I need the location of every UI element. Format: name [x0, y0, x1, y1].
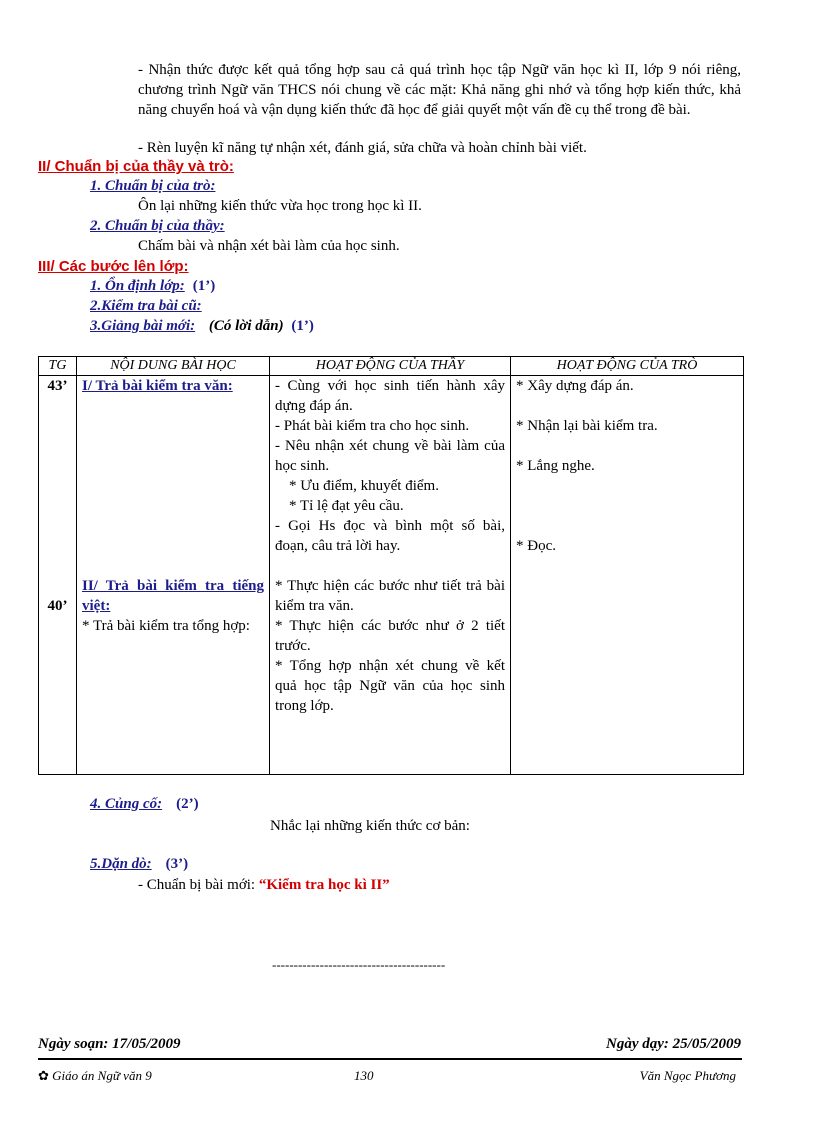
teacher-prep-label-text: 2. Chuẩn bị của thầy: — [90, 218, 225, 234]
student-item: * Xây dựng đáp án. — [516, 378, 634, 394]
section-4-time: (2’) — [176, 796, 199, 812]
student-item: * Nhận lại bài kiểm tra. — [516, 418, 658, 434]
content-title-row2: II/ Trả bài kiểm tra tiếng việt: — [82, 578, 264, 614]
step-1-time: (1’) — [192, 278, 216, 294]
step-2 — [90, 298, 202, 315]
section-heading-preparation: II/ Chuẩn bị của thầy và trò: — [38, 158, 234, 175]
content-cell — [77, 376, 270, 775]
student-prep-text: Ôn lại những kiến thức vừa học trong học kì II. — [138, 198, 422, 214]
teacher-item: - Cùng với học sinh tiến hành xây dựng đáp án. — [275, 378, 505, 414]
student-item: * Đọc. — [516, 538, 556, 554]
teacher-item: - Nêu nhận xét chung về bài làm của học sinh. — [275, 438, 505, 474]
footer-book — [38, 1068, 152, 1084]
teacher-item: * Tỉ lệ đạt yêu cầu. — [289, 498, 404, 514]
section-5-highlight: “Kiểm tra học kì II” — [258, 877, 390, 893]
tg-value-row2: 40’ — [47, 598, 68, 614]
teacher-item: - Phát bài kiểm tra cho học sinh. — [275, 418, 470, 434]
section-5-text — [138, 877, 390, 894]
section-4-label: 4. Củng cố: — [90, 796, 163, 812]
table-row — [39, 376, 744, 775]
footer-author: Văn Ngọc Phương — [639, 1068, 736, 1083]
header-content: NỘI DUNG BÀI HỌC — [77, 357, 270, 376]
student-cell — [511, 376, 744, 775]
footer-divider — [38, 1058, 742, 1060]
step-3-label: 3.Giảng bài mới: — [90, 318, 196, 334]
section-5-prefix: - Chuẩn bị bài mới: — [138, 877, 259, 893]
teacher-item: * Ưu điểm, khuyết điểm. — [289, 478, 439, 494]
student-prep-label — [90, 178, 215, 195]
student-prep-label-text: 1. Chuẩn bị của trò: — [90, 178, 216, 194]
content-text-row2: * Trả bài kiểm tra tổng hợp: — [82, 618, 250, 634]
teach-date: Ngày dạy: 25/05/2009 — [606, 1036, 741, 1052]
prep-date: Ngày soạn: 17/05/2009 — [38, 1036, 181, 1052]
step-3-time: (1’) — [291, 318, 314, 334]
table-header-row — [39, 357, 744, 376]
objective-paragraph-2: - Rèn luyện kĩ năng tự nhận xét, đánh giá, sửa chữa và hoàn chỉnh bài viết. — [138, 140, 587, 156]
teacher-cell — [270, 376, 511, 775]
step-3-note: (Có lời dẫn) — [208, 318, 284, 334]
footer-book-title: Giáo án Ngữ văn 9 — [52, 1068, 152, 1083]
lesson-table — [38, 356, 744, 775]
header-tg: TG — [39, 357, 77, 376]
section-5-time: (3’) — [165, 856, 189, 872]
teacher-item: * Tổng hợp nhận xét chung về kết quả học tập Ngữ văn của học sinh trong lớp. — [275, 658, 505, 714]
section-4-text: Nhắc lại những kiến thức cơ bản: — [270, 818, 470, 834]
section-4 — [90, 796, 199, 813]
section-5 — [90, 856, 188, 873]
teacher-prep-label — [90, 218, 225, 235]
student-item: * Lắng nghe. — [516, 458, 595, 474]
teacher-item: * Thực hiện các bước như tiết trả bài kiểm tra văn. — [275, 578, 505, 614]
teacher-item: * Thực hiện các bước như ở 2 tiết trước. — [275, 618, 505, 654]
section-heading-steps: III/ Các bước lên lớp: — [38, 258, 189, 275]
step-3 — [90, 318, 314, 335]
header-teacher-activity: HOẠT ĐỘNG CỦA THẦY — [270, 357, 511, 376]
teacher-item: - Gọi Hs đọc và bình một số bài, đoạn, câu trả lời hay. — [275, 518, 505, 554]
content-title-row1: I/ Trả bài kiểm tra văn: — [82, 378, 233, 394]
objective-paragraph-1: - Nhận thức được kết quả tổng hợp sau cả quá trình học tập Ngữ văn học kì II, lớp 9 nói riêng, chương trình Ngữ văn THCS nói chung về các mặt: Khả năng ghi nhớ và tổng hợp kiến thức, khả năng chuyển hoá và vận dụng kiến thức đã học để giải quyết một vấn đề cụ thể trong đề bài. — [138, 62, 741, 118]
header-student-activity: HOẠT ĐỘNG CỦA TRÒ — [511, 357, 744, 376]
section-5-label: 5.Dặn dò: — [90, 856, 152, 872]
tg-value-row1: 43’ — [47, 378, 68, 394]
teacher-prep-text: Chấm bài và nhận xét bài làm của học sinh. — [138, 238, 400, 254]
step-2-label: 2.Kiểm tra bài cũ: — [90, 298, 202, 314]
flower-icon: ✿ — [38, 1068, 49, 1083]
tg-cell — [39, 376, 77, 775]
page-number: 130 — [354, 1068, 374, 1083]
separator-line: ---------------------------------------- — [272, 957, 446, 972]
step-1-label: 1. Ổn định lớp: — [90, 278, 185, 294]
step-1 — [90, 278, 215, 295]
